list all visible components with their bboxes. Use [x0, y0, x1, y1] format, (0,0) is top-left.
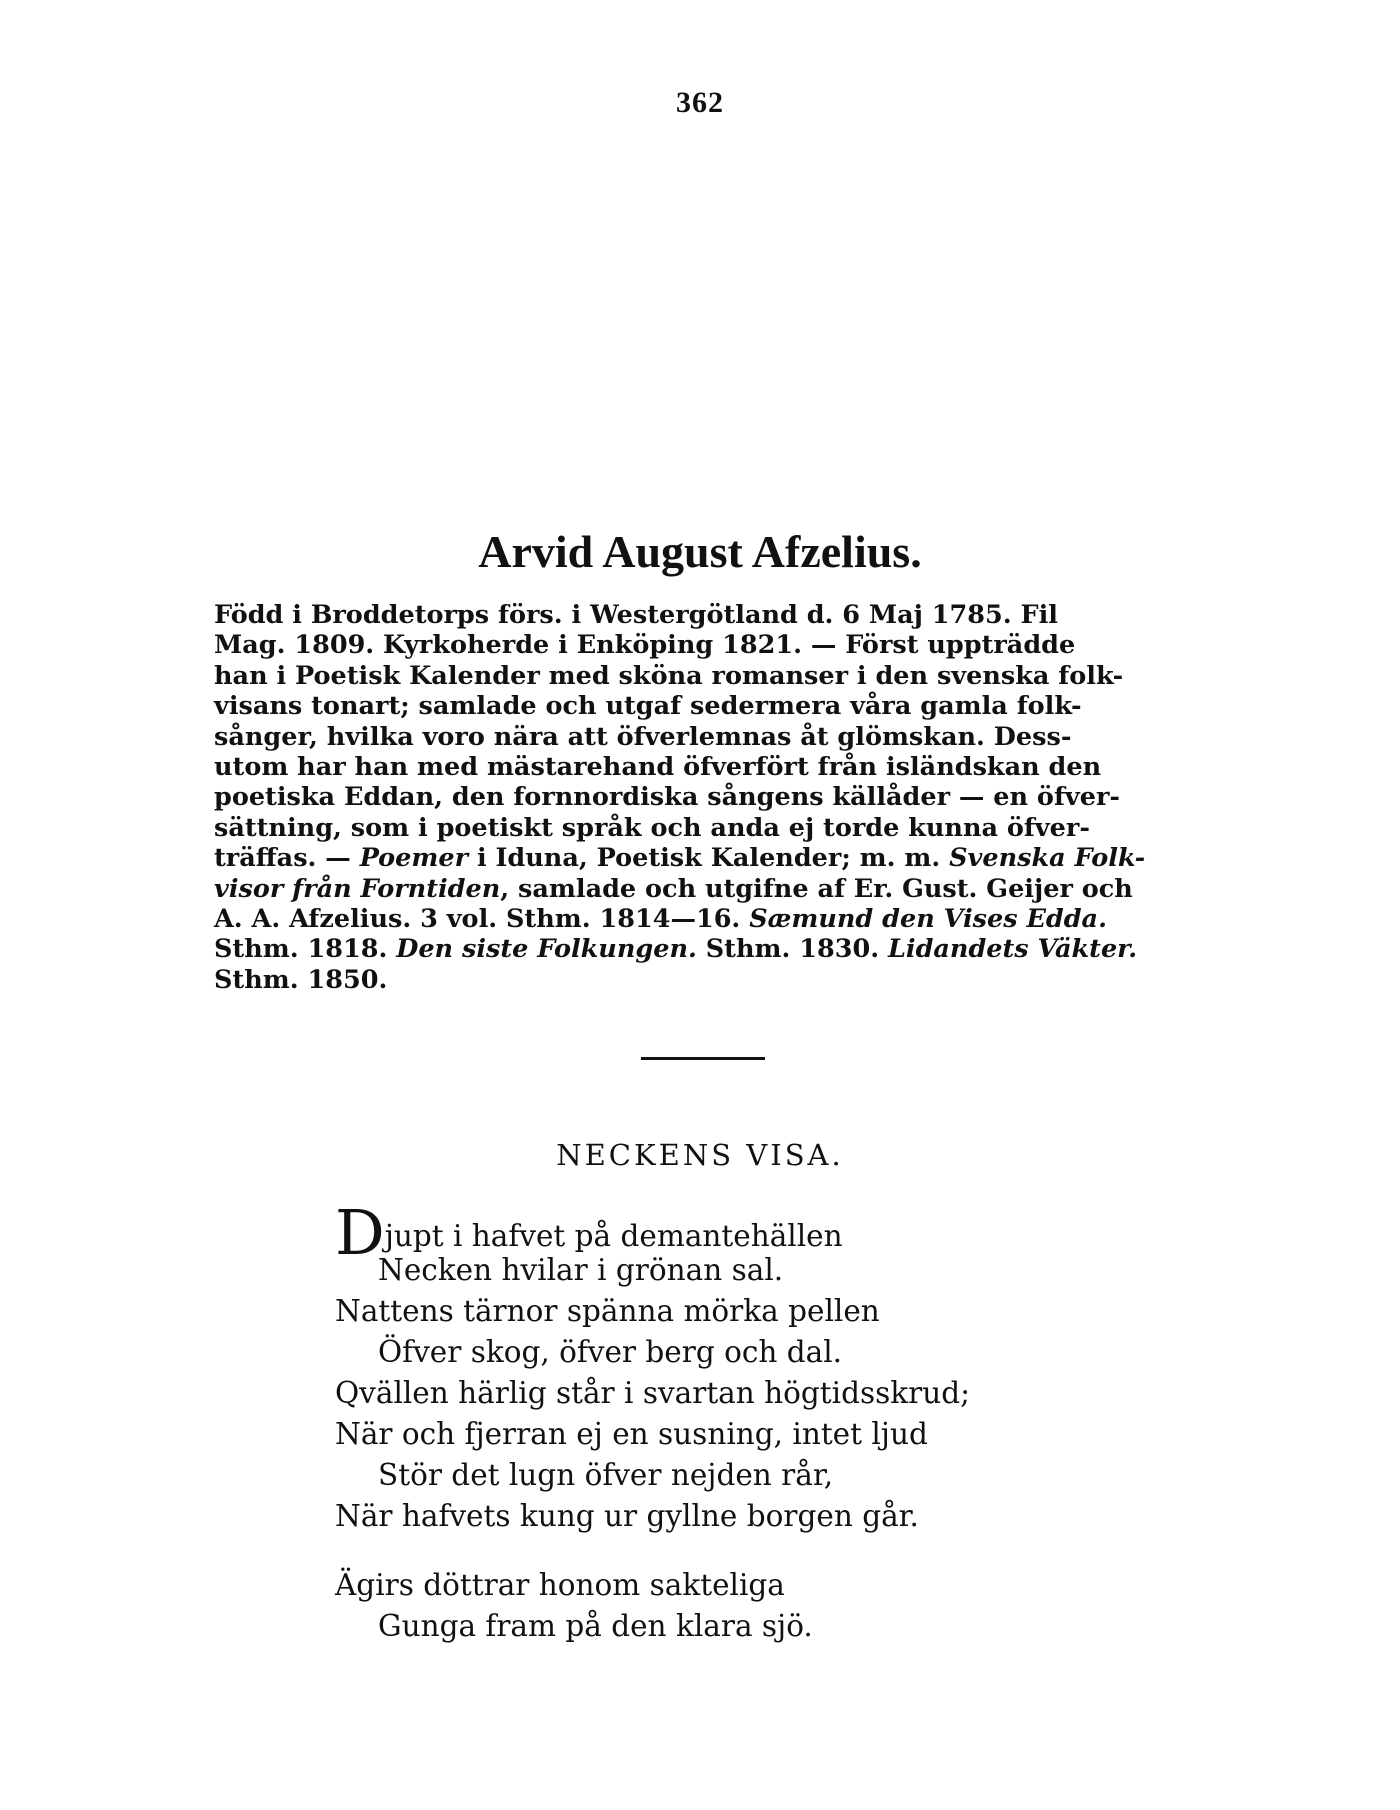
bio-line: Född i Broddetorps förs. i Westergötland d. 6 Maj 1785. Fil — [214, 600, 1058, 630]
poem-line: Nattens tärnor spänna mörka pellen — [335, 1294, 880, 1328]
bio-line: visor från Forntiden, samlade och utgifne af Er. Gust. Geijer och — [214, 873, 1133, 904]
bio-line: han i Poetisk Kalender med sköna romanser i den svenska folk- — [214, 660, 1124, 691]
bio-line: Mag. 1809. Kyrkoherde i Enköping 1821. — Först uppträdde — [214, 630, 1076, 661]
work-title: Sæmund den Vises Edda. — [749, 903, 1107, 934]
poem-line: Gunga fram på den klara sjö. — [378, 1609, 813, 1643]
poem-line: Qvällen härlig står i svartan högtidsskrud; — [335, 1376, 971, 1410]
poem-line: Öfver skog, öfver berg och dal. — [378, 1335, 843, 1369]
work-title: Poemer — [359, 843, 469, 874]
work-title: visor från Forntiden — [214, 873, 501, 904]
bio-line: sättning, som i poetiskt språk och anda ej torde kunna öfver- — [214, 812, 1090, 843]
poem-line: Necken hvilar i grönan sal. — [378, 1253, 784, 1287]
poem-line: Stör det lugn öfver nejden rår, — [378, 1458, 834, 1492]
poem-line: När och fjerran ej en susning, intet ljud — [335, 1417, 928, 1451]
author-biography — [214, 600, 1194, 995]
work-title: Lidandets Väkter. — [887, 934, 1138, 965]
page-number: 362 — [676, 86, 724, 119]
section-divider — [641, 1057, 765, 1060]
poem-line: Djupt i hafvet på demantehällen — [335, 1196, 843, 1269]
bio-line: träffas. — Poemer i Iduna, Poetisk Kalender; m. m. Svenska Folk- — [214, 843, 1146, 874]
work-title: Den siste Folkungen. — [396, 934, 697, 965]
bio-line: visans tonart; samlade och utgaf sedermera våra gamla folk- — [214, 691, 1082, 722]
bio-line: Sthm. 1818. Den siste Folkungen. Sthm. 1830. Lidandets Väkter. — [214, 934, 1138, 965]
bio-line: Sthm. 1850. — [214, 964, 388, 995]
bio-line: utom har han med mästarehand öfverfört från isländskan den — [214, 751, 1102, 782]
poem-title: NECKENS VISA. — [556, 1138, 844, 1172]
drop-cap: D — [335, 1196, 385, 1269]
bio-line: A. A. Afzelius. 3 vol. Sthm. 1814—16. Sæmund den Vises Edda. — [214, 903, 1107, 934]
author-heading: Arvid August Afzelius. — [478, 526, 922, 577]
bio-line: poetiska Eddan, den fornnordiska sångens källåder — en öfver- — [214, 782, 1120, 813]
bio-line: sånger, hvilka voro nära att öfverlemnas åt glömskan. Dess- — [214, 721, 1072, 752]
poem-line: När hafvets kung ur gyllne borgen går. — [335, 1499, 919, 1533]
work-title: Svenska Folk- — [949, 843, 1146, 874]
poem-line: Ägirs döttrar honom sakteliga — [335, 1568, 785, 1602]
